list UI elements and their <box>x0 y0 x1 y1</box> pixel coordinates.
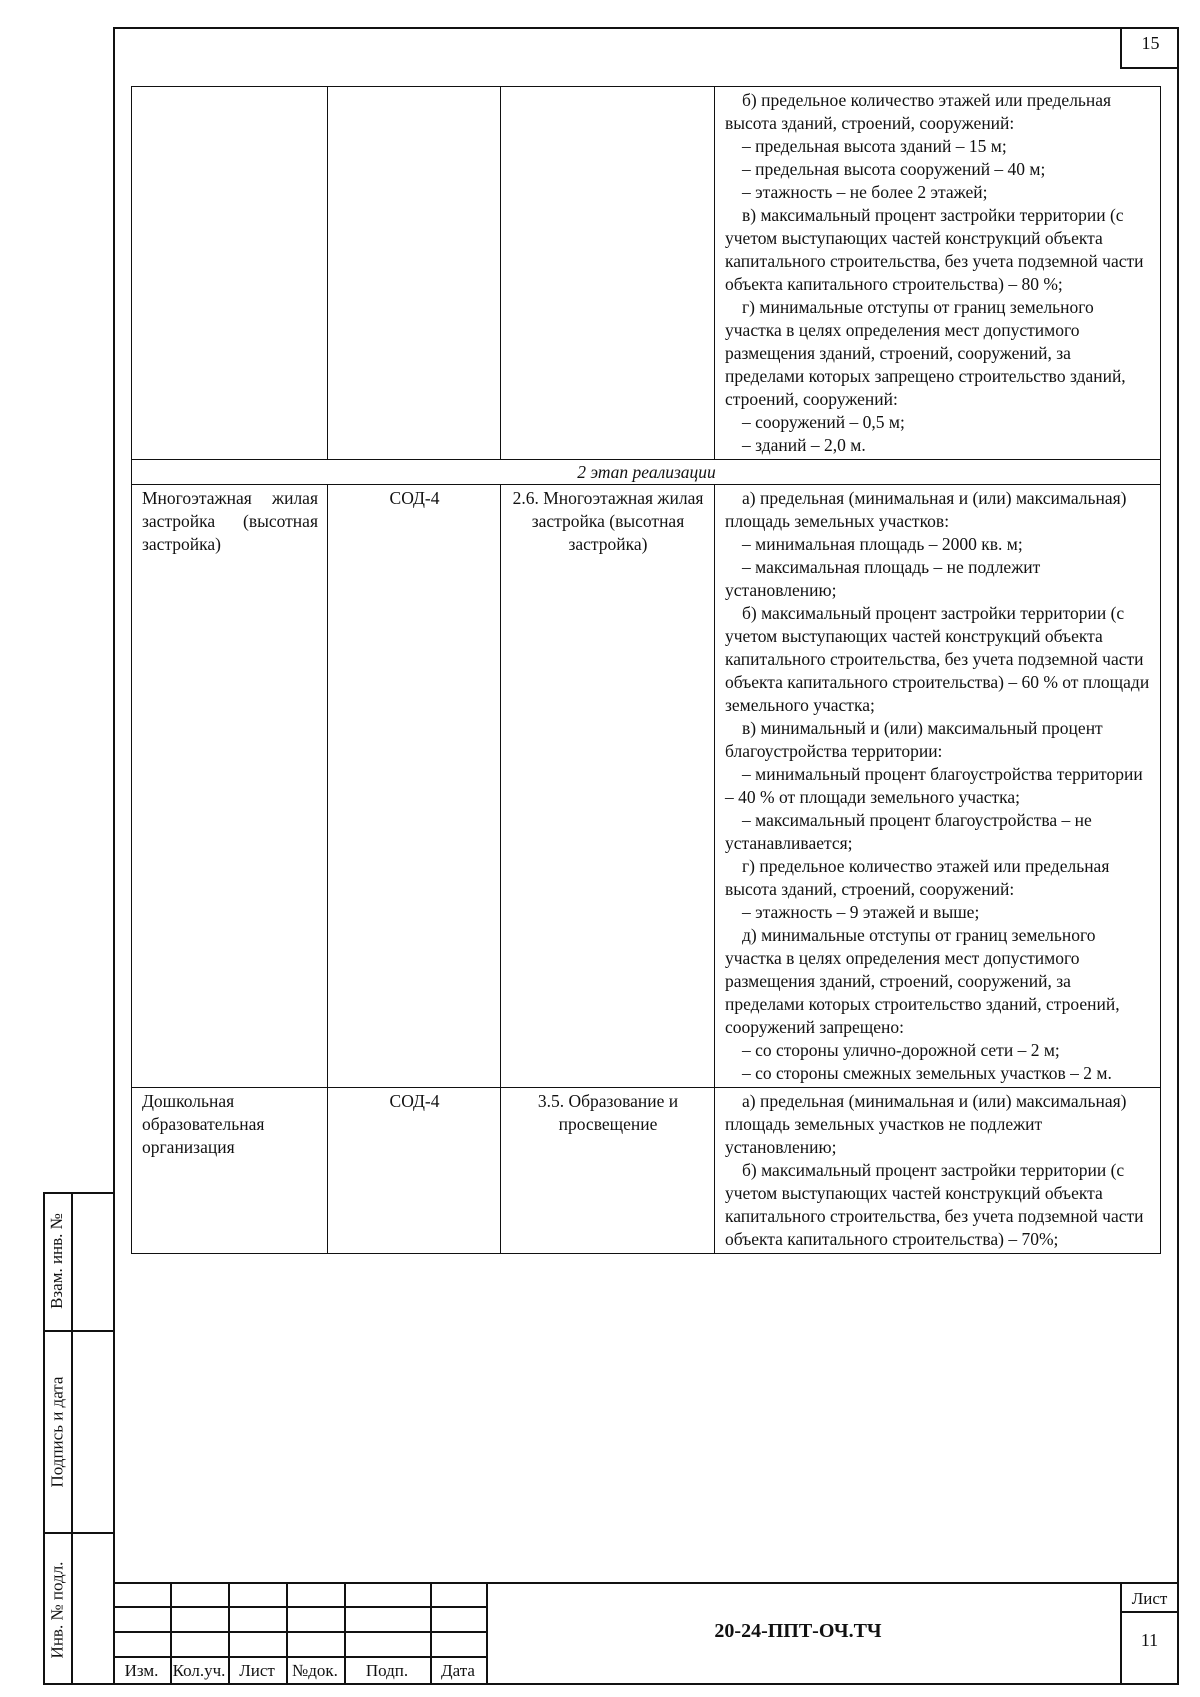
parameter-paragraph: б) максимальный процент застройки территории (с учетом выступающих частей конструкций объекта капитального строительства, без учета подземной части объекта капитального строительства) – 60 % от площади земельного участка; <box>725 603 1150 715</box>
cell-use-code: 2.6. Многоэтажная жилая застройка (высотная застройка) <box>501 485 715 1088</box>
parameter-paragraph: – предельная высота зданий – 15 м; <box>742 136 1007 156</box>
stamp-cell-sign-date <box>43 1332 73 1532</box>
cell-parameters <box>715 485 1161 1088</box>
parameter-paragraph: – сооружений – 0,5 м; <box>742 412 905 432</box>
document-code: 20-24-ППТ-ОЧ.ТЧ <box>714 1620 882 1642</box>
tb-col-podp: Подп. <box>365 1661 409 1680</box>
cell-parameters <box>715 1088 1161 1254</box>
tb-col-list: Лист <box>239 1661 275 1680</box>
stage-heading: 2 этап реализации <box>132 460 1161 485</box>
cell-use-name: Многоэтажная жилая застройка (высотная застройка) <box>132 485 328 1088</box>
inv-replace-label: Взам. инв. № <box>47 1213 66 1309</box>
parameter-paragraph: – со стороны улично-дорожной сети – 2 м; <box>742 1040 1060 1060</box>
parameter-paragraph: г) предельное количество этажей или предельная высота зданий, строений, сооружений: <box>725 856 1110 899</box>
cell-empty <box>132 87 328 460</box>
sheet-label: Лист <box>1131 1589 1168 1608</box>
parameter-paragraph: в) максимальный процент застройки территории (с учетом выступающих частей конструкций объекта капитального строительства, без учета подземной части объекта капитального строительства) – 80 %; <box>725 205 1144 294</box>
cell-use-code: 3.5. Образование и просвещение <box>501 1088 715 1254</box>
tb-line <box>1120 1611 1179 1613</box>
tb-col-ndok: №док. <box>292 1661 338 1680</box>
cell-zone: СОД-4 <box>328 1088 501 1254</box>
cell-parameters <box>715 87 1161 460</box>
parameter-paragraph: б) максимальный процент застройки территории (с учетом выступающих частей конструкций объекта капитального строительства, без учета подземной части объекта капитального строительства) – 70%; <box>725 1160 1144 1249</box>
parameter-paragraph: г) минимальные отступы от границ земельного участка в целях определения мест допустимого размещения зданий, строений, сооружений, за пределами которых запрещено строительство зданий, строений, сооружений: <box>725 297 1126 409</box>
table-row <box>132 1088 1161 1254</box>
regulations-table <box>131 86 1161 1254</box>
parameter-paragraph: – этажность – не более 2 этажей; <box>742 182 988 202</box>
parameter-paragraph: в) минимальный и (или) максимальный процент благоустройства территории: <box>725 718 1103 761</box>
parameter-paragraph: – минимальный процент благоустройства территории – 40 % от площади земельного участка; <box>725 764 1143 807</box>
table-row <box>132 485 1161 1088</box>
tb-col-data: Дата <box>441 1661 475 1680</box>
tb-col-koluch: Кол.уч. <box>172 1661 226 1680</box>
parameter-paragraph: – максимальная площадь – не подлежит установлению; <box>725 557 1041 600</box>
inv-original-label: Инв. № подл. <box>47 1561 66 1658</box>
cell-empty <box>501 87 715 460</box>
sign-date-label: Подпись и дата <box>47 1376 66 1488</box>
stamp-cell-inv-original <box>43 1534 73 1685</box>
sheet-number: 11 <box>1140 1630 1159 1650</box>
page-number: 15 <box>1120 27 1179 69</box>
parameter-paragraph: – со стороны смежных земельных участков – 2 м. <box>742 1063 1112 1083</box>
tb-col-izm: Изм. <box>124 1661 159 1680</box>
parameter-paragraph: а) предельная (минимальная и (или) максимальная) площадь земельных участков не подлежит установлению; <box>725 1091 1127 1157</box>
parameter-paragraph: – максимальный процент благоустройства – не устанавливается; <box>725 810 1092 853</box>
parameter-paragraph: – предельная высота сооружений – 40 м; <box>742 159 1046 179</box>
parameter-paragraph: а) предельная (минимальная и (или) максимальная) площадь земельных участков: <box>725 488 1127 531</box>
table-row-continuation <box>132 87 1161 460</box>
cell-use-name: Дошкольная образовательная организация <box>132 1088 328 1254</box>
cell-zone: СОД-4 <box>328 485 501 1088</box>
table-row-stage <box>132 460 1161 485</box>
parameter-paragraph: б) предельное количество этажей или предельная высота зданий, строений, сооружений: <box>725 90 1112 133</box>
stamp-cell-inv-replace <box>43 1192 73 1330</box>
parameter-paragraph: – минимальная площадь – 2000 кв. м; <box>742 534 1023 554</box>
cell-empty <box>328 87 501 460</box>
parameter-paragraph: – этажность – 9 этажей и выше; <box>742 902 980 922</box>
parameter-paragraph: – зданий – 2,0 м. <box>742 435 866 455</box>
parameter-paragraph: д) минимальные отступы от границ земельного участка в целях определения мест допустимого размещения зданий, строений, сооружений, за пределами которых строительство зданий, строений, сооружений запрещено: <box>725 925 1120 1037</box>
